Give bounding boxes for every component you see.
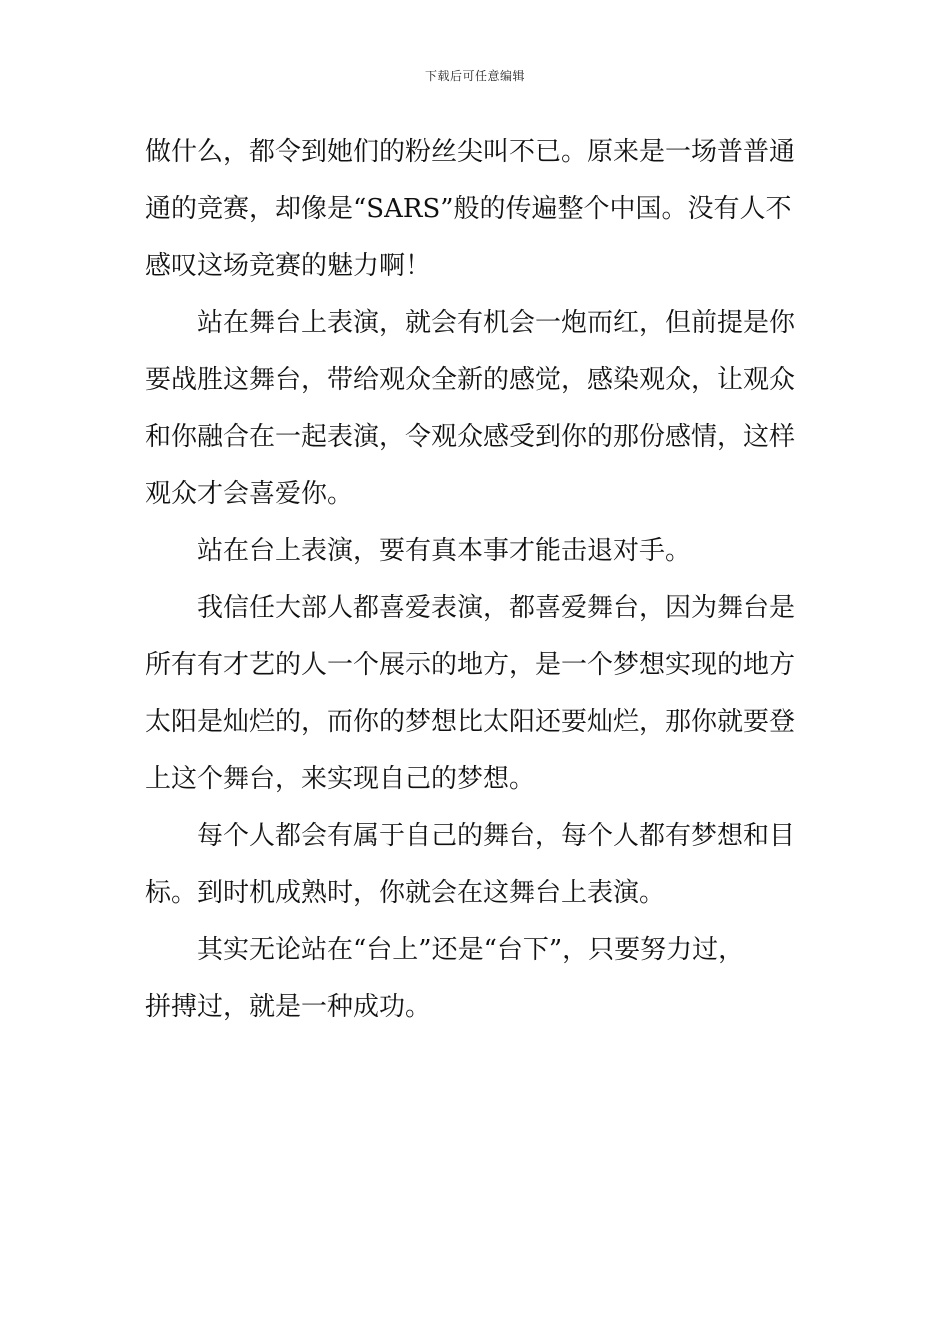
text-line: 上这个舞台，来实现自己的梦想。 — [145, 764, 536, 794]
page-header: 下载后可任意编辑 — [424, 69, 525, 83]
text-line: 其实无论站在“台上”还是“台下”，只要努力过， — [197, 935, 745, 965]
text-line: 做什么，都令到她们的粉丝尖叫不已。原来是一场普普通 — [145, 137, 796, 167]
text-line: 太阳是灿烂的，而你的梦想比太阳还要灿烂，那你就要登 — [145, 707, 796, 737]
text-line: 要战胜这舞台，带给观众全新的感觉，感染观众，让观众 — [145, 365, 796, 395]
text-line: 站在台上表演，要有真本事才能击退对手。 — [197, 536, 692, 566]
text-line: 标。到时机成熟时，你就会在这舞台上表演。 — [145, 878, 666, 908]
text-line: 我信任大部人都喜爱表演，都喜爱舞台，因为舞台是 — [197, 593, 796, 623]
text-line: 每个人都会有属于自己的舞台，每个人都有梦想和目 — [197, 821, 796, 851]
text-line: 和你融合在一起表演，令观众感受到你的那份感情，这样 — [145, 422, 796, 452]
text-line: 观众才会喜爱你。 — [145, 479, 354, 509]
document-body — [145, 124, 807, 1036]
text-line: 站在舞台上表演，就会有机会一炮而红，但前提是你 — [197, 308, 796, 338]
text-line: 所有有才艺的人一个展示的地方，是一个梦想实现的地方 — [145, 650, 796, 680]
text-line: 通的竞赛，却像是“SARS”般的传遍整个中国。没有人不 — [145, 194, 792, 224]
text-line: 拼搏过，就是一种成功。 — [145, 992, 432, 1022]
text-line: 感叹这场竞赛的魅力啊！ — [145, 251, 432, 281]
